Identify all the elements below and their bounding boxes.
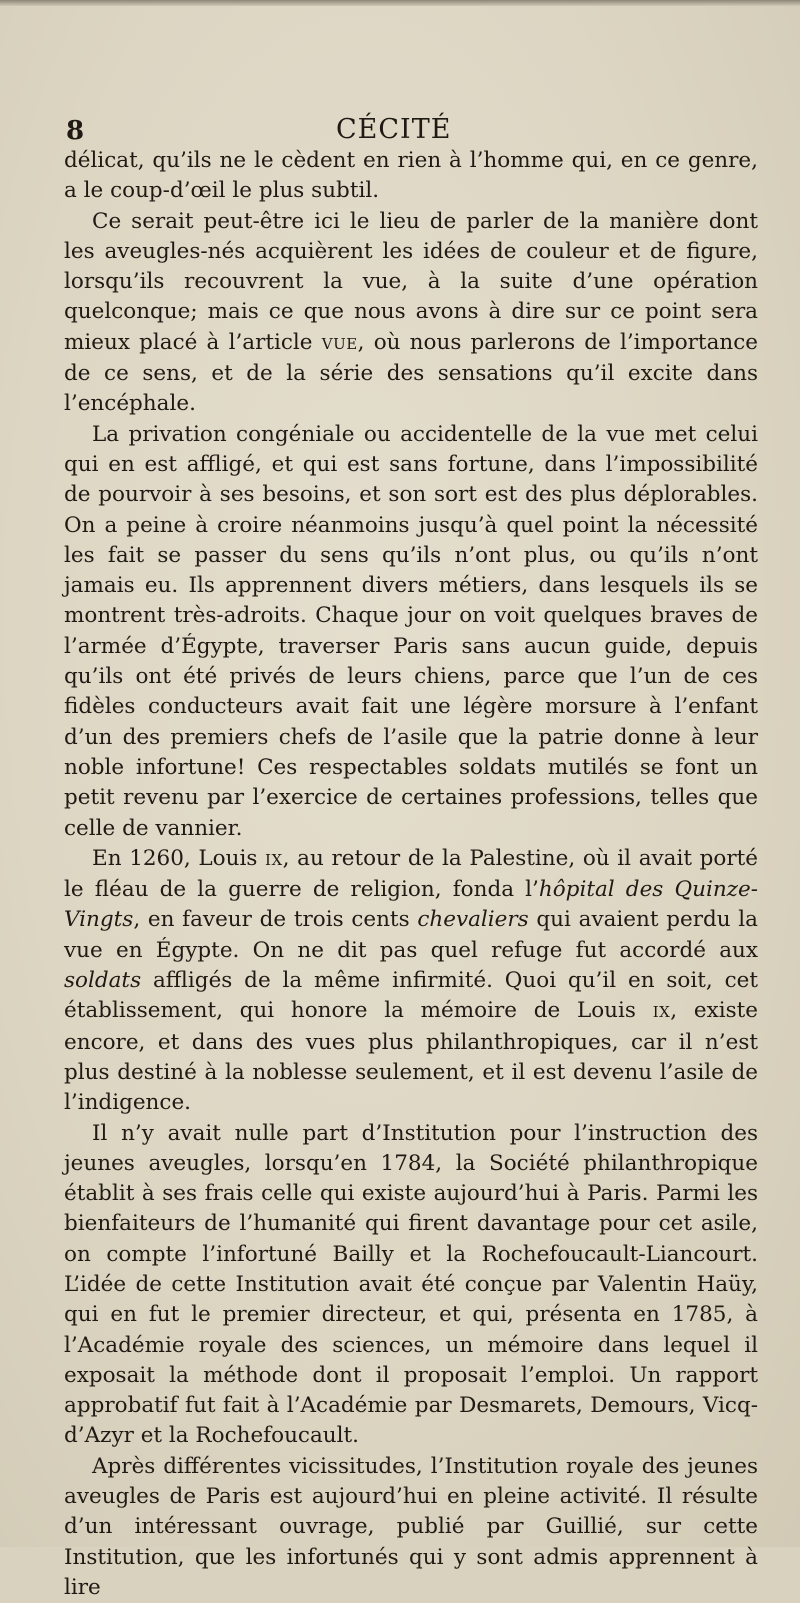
paragraph-text-segment: Ce serait peut-être ici le lieu de parler de la manière dont les aveugles-nés acquièrent les idées de couleur et de figure, lorsqu’ils recouvrent la vue, à la suite d’une opération quelconque; mais ce que nous avons à dire sur ce point sera mieux placé à l’article: [64, 208, 758, 355]
paragraph-text-segment: Il n’y avait nulle part d’Institution pour l’instruction des jeunes aveugles, lorsqu’en 1784, la Société philanthropique établit à ses frais celle qui existe aujourd’hui à Paris. Parmi les bienfaiteurs de l’humanité qui firent davantage pour cet asile, on compte l’infortuné Bailly et la Rochefoucault-Liancourt. L’idée de cette Institution avait été conçue par Valentin Haüy, qui en fut le premier directeur, et qui, présenta en 1785, à l’Académie royale des sciences, un mémoire dans lequel il exposait la méthode dont il proposait l’emploi. Un rapport approbatif fut fait à l’Académie par Desmarets, Demours, Vicq-d’Azyr et la Rochefoucault.: [64, 1120, 758, 1449]
page-number: 8: [66, 116, 85, 146]
paragraph-text-segment: délicat, qu’ils ne le cèdent en rien à l’homme qui, en ce genre, a le coup-d’œil le plus subtil.: [64, 148, 758, 204]
paragraph-text-segment: soldats: [64, 968, 142, 994]
paragraph-text-segment: , en faveur de trois cents: [133, 907, 418, 933]
paragraph-text-segment: , où nous parlerons de l’importance de ce sens, et de la série des sensations qu’il excite dans l’encéphale.: [64, 329, 758, 417]
page-top-edge: [0, 0, 800, 6]
paragraph-text-segment: qui avaient perdu la vue en Égypte. On ne dit pas quel refuge fut accordé aux: [64, 907, 758, 963]
paragraph-text-segment: , existe encore, et dans des vues plus philanthropiques, car il n’est plus destiné à la noblesse seulement, et il est devenu l’asile de l’indigence.: [64, 998, 758, 1116]
paragraph-text-segment: affligés de la même infirmité. Quoi qu’il en soit, cet établissement, qui honore la mémoire de Louis: [64, 968, 758, 1024]
paragraph-p1: [64, 146, 758, 207]
paragraph-text-segment: IX: [652, 1003, 671, 1022]
paragraph-text-segment: Après différentes vicissitudes, l’Institution royale des jeunes aveugles de Paris est aujourd’hui en pleine activité. Il résulte d’un intéressant ouvrage, publié par Guillié, sur cette Institution, que les infortunés qui y sont admis apprennent à lire: [64, 1453, 758, 1600]
paragraph-text-segment: , au retour de la Palestine, où il avait porté le fléau de la guerre de religion, fonda l’: [64, 845, 758, 903]
paragraph-p5: [64, 1119, 758, 1452]
paragraph-p6: [64, 1452, 758, 1603]
paragraph-text-segment: IX: [265, 850, 283, 869]
paragraph-text-segment: VUE: [321, 334, 358, 353]
paragraph-text-segment: hôpital des Quinze-Vingts: [64, 877, 758, 933]
body-text: [64, 146, 758, 1603]
paragraph-text-segment: La privation congéniale ou accidentelle de la vue met celui qui en est affligé, et qui est sans fortune, dans l’impossibilité de pourvoir à ses besoins, et son sort est des plus déplorables. On a peine à croire néanmoins jusqu’à quel point la nécessité les fait se passer du sens qu’ils n’ont plus, ou qu’ils n’ont jamais eu. Ils apprennent divers métiers, dans lesquels ils se montrent très-adroits. Chaque jour on voit quelques braves de l’armée d’Égypte, traverser Paris sans aucun guide, depuis qu’ils ont été privés de leurs chiens, parce que l’un de ces fidèles conducteurs avait fait une légère morsure à l’enfant d’un des premiers chefs de l’asile que la patrie donne à leur noble infortune! Ces respectables soldats mutilés se font un petit revenu par l’exercice de certaines professions, telles que celle de vannier.: [64, 421, 758, 841]
paragraph-text-segment: En 1260, Louis: [92, 845, 266, 871]
running-head: CÉCITÉ: [336, 114, 452, 145]
paragraph-p4: [64, 844, 758, 1119]
paragraph-p3: [64, 420, 758, 844]
paragraph-text-segment: chevaliers: [417, 907, 529, 933]
paragraph-p2: [64, 207, 758, 420]
